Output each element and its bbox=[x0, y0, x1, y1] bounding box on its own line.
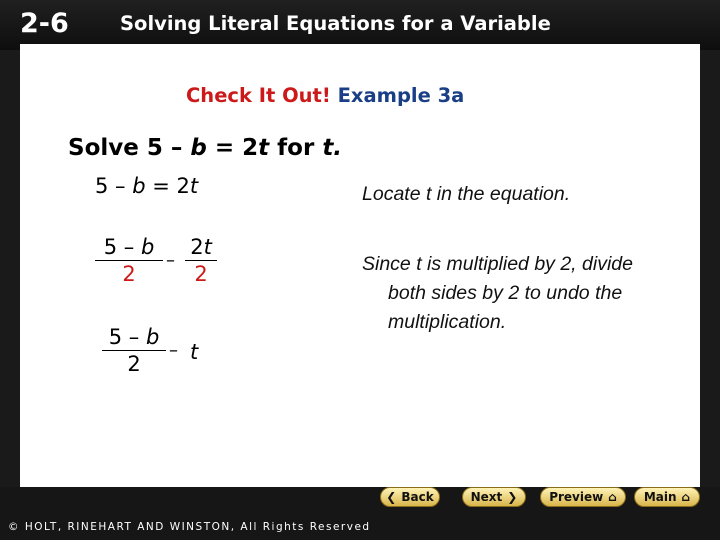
step2-left-denominator: 2 bbox=[122, 262, 136, 286]
step1-lhs: 5 – bbox=[95, 174, 133, 198]
problem-prefix: Solve 5 – bbox=[68, 135, 191, 161]
main-home-icon: ⌂ bbox=[681, 490, 691, 504]
back-arrow-icon: ❮ bbox=[386, 490, 397, 504]
next-arrow-icon: ❯ bbox=[507, 490, 518, 504]
main-button[interactable] bbox=[634, 487, 700, 507]
step3-equation bbox=[102, 324, 222, 384]
next-label: Next bbox=[470, 490, 503, 504]
step3-denominator: 2 bbox=[127, 352, 141, 376]
lesson-number: 2-6 bbox=[20, 8, 69, 39]
problem-var-t: t bbox=[258, 135, 270, 161]
problem-target: t. bbox=[322, 135, 343, 161]
back-button[interactable] bbox=[380, 487, 440, 507]
step2-relation: – bbox=[166, 250, 175, 271]
example-label: Example 3a bbox=[337, 84, 465, 107]
step3-num-op: – bbox=[128, 325, 140, 349]
lesson-title: Solving Literal Equations for a Variable bbox=[120, 12, 551, 35]
main-label: Main bbox=[643, 490, 677, 504]
note-divide-line2: both sides by 2 to undo the bbox=[388, 282, 623, 304]
step2-left-num-op: – bbox=[123, 235, 135, 259]
step1-b: b bbox=[132, 174, 146, 198]
step2-left-num-a: 5 bbox=[103, 235, 118, 259]
step2-equation bbox=[95, 234, 235, 294]
step1-eq: = 2 bbox=[145, 174, 190, 198]
note-divide bbox=[362, 250, 633, 337]
step3-num-a: 5 bbox=[108, 325, 123, 349]
problem-var-b: b bbox=[190, 135, 207, 161]
step1-equation bbox=[95, 174, 198, 198]
problem-suffix: for bbox=[269, 135, 323, 161]
step2-left-num-b: b bbox=[140, 235, 155, 259]
step2-right-fraction bbox=[185, 234, 217, 287]
preview-button[interactable] bbox=[540, 487, 626, 507]
home-icon: ⌂ bbox=[608, 490, 617, 504]
next-button[interactable] bbox=[462, 487, 526, 507]
copyright-text: © HOLT, RINEHART AND WINSTON, All Rights Reserved bbox=[8, 521, 371, 533]
step2-left-numerator bbox=[95, 234, 163, 260]
problem-statement bbox=[68, 135, 342, 161]
problem-mid: = 2 bbox=[206, 135, 259, 161]
step2-right-num-a: 2 bbox=[190, 235, 204, 259]
step3-numerator bbox=[102, 324, 166, 350]
step2-right-num-b: t bbox=[203, 235, 212, 259]
step2-right-numerator bbox=[185, 234, 217, 260]
preview-label: Preview bbox=[549, 490, 604, 504]
note-divide-line1: Since t is multiplied by 2, divide bbox=[362, 253, 633, 275]
step1-t: t bbox=[189, 174, 199, 198]
step3-result: t bbox=[190, 340, 199, 364]
note-locate: Locate t in the equation. bbox=[362, 183, 571, 205]
step3-fraction bbox=[102, 324, 166, 377]
example-subtitle bbox=[186, 84, 464, 107]
step3-relation: – bbox=[169, 340, 178, 361]
step3-num-b: b bbox=[145, 325, 160, 349]
note-divide-line3: multiplication. bbox=[388, 311, 507, 333]
step2-right-denominator: 2 bbox=[194, 262, 208, 286]
back-label: Back bbox=[401, 490, 434, 504]
step2-left-fraction bbox=[95, 234, 163, 287]
check-it-out-label: Check It Out! bbox=[186, 84, 331, 107]
